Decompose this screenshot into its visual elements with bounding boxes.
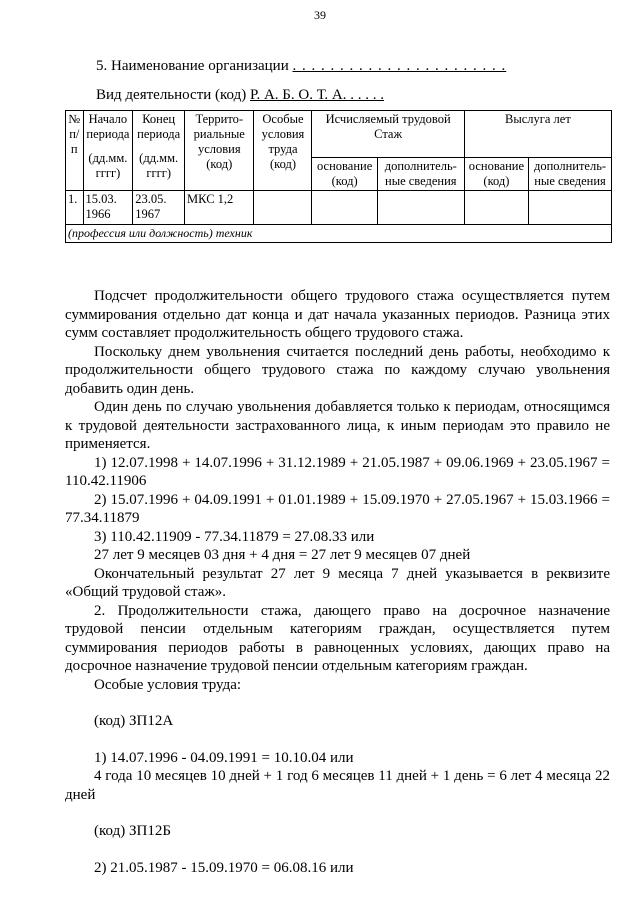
header-num: № п/п <box>66 111 84 191</box>
periods-table <box>65 110 612 243</box>
subheader-service-basis: основание (код) <box>464 158 528 191</box>
subheader-stazh-extra: дополнитель-ные сведения <box>377 158 464 191</box>
table-header-row <box>66 111 612 158</box>
header-territorial-code: (код) <box>206 157 233 171</box>
header-special-code: (код) <box>269 157 296 171</box>
header-territorial-label: Террито-риальные условия <box>193 112 245 156</box>
header-start-format: (дд.мм. гггг) <box>88 151 128 180</box>
special-conditions-heading: Особые условия труда: <box>94 676 242 693</box>
subheader-service-extra: дополнитель-ные сведения <box>529 158 612 191</box>
activity-value: Р. А. Б. О. Т. А. . . . . . <box>250 87 384 103</box>
row-stazh-extra <box>377 191 464 225</box>
calc-zp12a-line2: 4 года 10 месяцев 10 дней + 1 год 6 месяцев 11 дней + 1 день = 6 лет 4 месяца 22 дней <box>65 768 610 803</box>
formula-2: 2) 15.07.1996 + 04.09.1991 + 01.01.1989 + 15.09.1970 + 27.05.1967 + 15.03.1966 = 77.34.11879 <box>65 491 610 526</box>
row-special <box>254 191 312 225</box>
header-end-label: Конец периода <box>137 112 181 141</box>
formula-1: 1) 12.07.1998 + 14.07.1996 + 31.12.1989 + 21.05.1987 + 09.06.1969 + 23.05.1967 = 110.42.11906 <box>65 454 610 489</box>
activity-row <box>96 87 384 104</box>
calc-zp12a-line1: 1) 14.07.1996 - 04.09.1991 = 10.10.04 или <box>94 749 354 766</box>
organization-row <box>96 58 506 75</box>
row-end: 23.05. 1967 <box>133 191 185 225</box>
row-start: 15.03. 1966 <box>83 191 133 225</box>
body-text <box>65 287 610 877</box>
organization-value: . . . . . . . . . . . . . . . . . . . . . . . <box>292 58 507 74</box>
row-service-extra <box>529 191 612 225</box>
header-end <box>133 111 185 191</box>
page-number: 39 <box>314 8 326 22</box>
code-zp12b: (код) ЗП12Б <box>94 823 171 839</box>
header-special-label: Особые условия труда <box>261 112 305 156</box>
header-service: Выслуга лет <box>464 111 611 158</box>
paragraph-dismissal-day: Поскольку днем увольнения считается последний день работы, необходимо к продолжительности общего трудового стажа по каждому случаю увольнения добавить один день. <box>65 343 610 397</box>
header-start-label: Начало периода <box>86 112 130 141</box>
formula-4: 27 лет 9 месяцев 03 дня + 4 дня = 27 лет 9 месяцев 07 дней <box>94 547 471 563</box>
profession: (профессия или должность) техник <box>66 225 612 243</box>
paragraph-total-stazh: Подсчет продолжительности общего трудового стажа осуществляется путем суммирования отдельно дат конца и дат начала указанных периодов. Разница этих сумм составляет продолжительность общего трудового стажа. <box>65 288 610 341</box>
paragraph-one-day-rule: Один день по случаю увольнения добавляется только к периодам, относящимся к трудовой деятельности застрахованного лица, к иным периодам это правило не применяется. <box>65 399 610 452</box>
header-end-format: (дд.мм. гггг) <box>139 151 179 180</box>
row-stazh-basis <box>312 191 377 225</box>
header-special <box>254 111 312 191</box>
header-stazh: Исчисляемый трудовой Стаж <box>312 111 464 158</box>
header-start <box>83 111 133 191</box>
profession-row <box>66 225 612 243</box>
paragraph-final-result: Окончательный результат 27 лет 9 месяца 7 дней указывается в реквизите «Общий трудовой стаж». <box>65 565 610 600</box>
row-service-basis <box>464 191 528 225</box>
row-num: 1. <box>66 191 84 225</box>
code-zp12a: (код) ЗП12А <box>94 713 174 729</box>
row-territorial: МКС 1,2 <box>185 191 254 225</box>
subheader-stazh-basis: основание (код) <box>312 158 377 191</box>
table-row <box>66 191 612 225</box>
calc-zp12b-line1: 2) 21.05.1987 - 15.09.1970 = 06.08.16 или <box>94 859 354 876</box>
organization-label: 5. Наименование организации <box>96 58 289 74</box>
activity-label: Вид деятельности (код) <box>96 87 247 103</box>
paragraph-early-pension: 2. Продолжительности стажа, дающего право на досрочное назначение трудовой пенсии отдельным категориям граждан, осуществляется путем суммирования периодов работы в равноценных условиях, дающих право на досрочное назначение трудовой пенсии отдельным категориям граждан. <box>65 602 610 674</box>
header-territorial <box>185 111 254 191</box>
formula-3: 3) 110.42.11909 - 77.34.11879 = 27.08.33 или <box>94 528 375 545</box>
